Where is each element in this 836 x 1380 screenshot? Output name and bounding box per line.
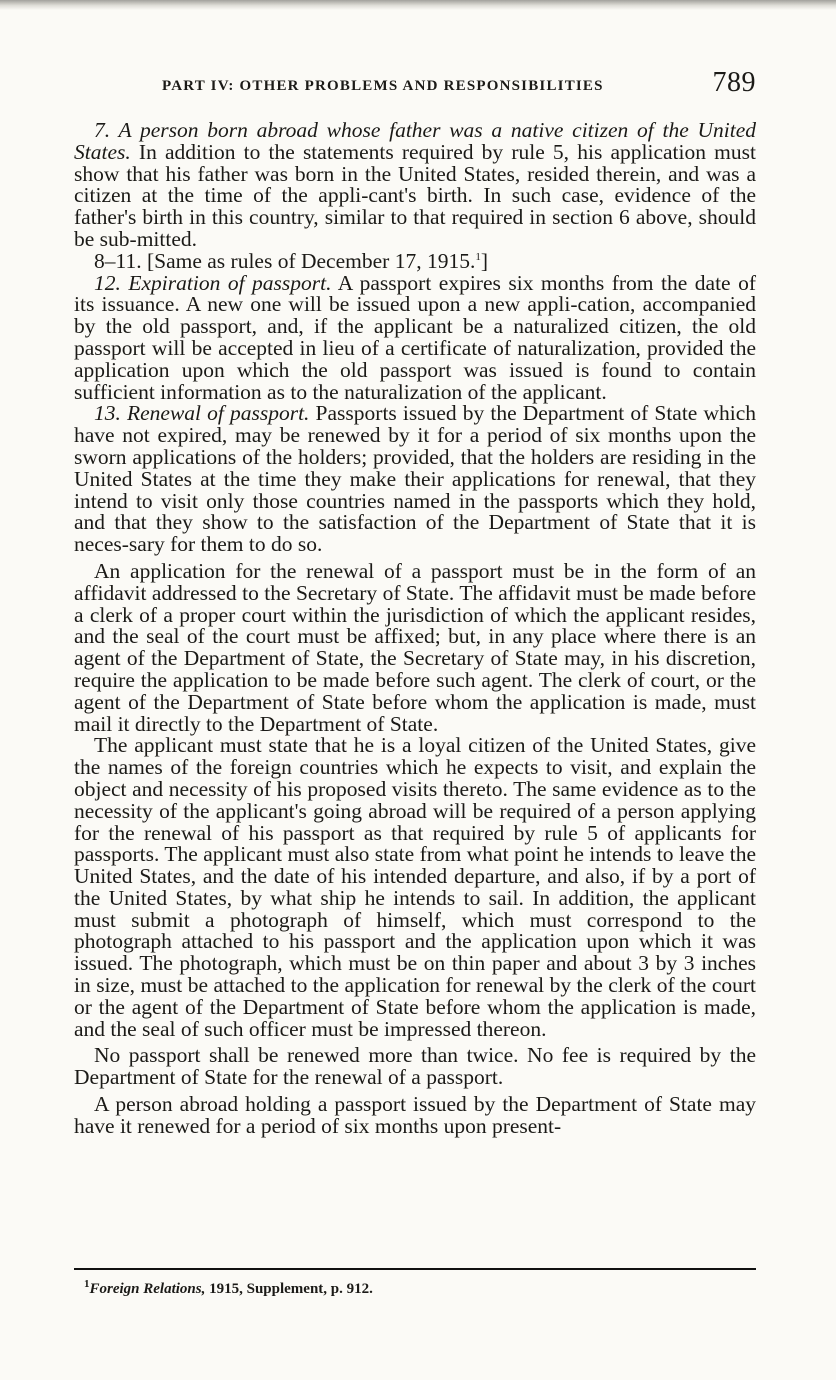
running-head [74,66,756,102]
footnote-detail: 1915, Supplement, p. 912. [205,1281,373,1297]
paragraph-body: A passport expires six months from the date of its issuance. A new one will be issued upon a new appli-cation, accompanied by the old passport, and, if the applicant be a naturalized citizen, the old passport will be accepted in lieu of a certificate of naturalization, provided the application upon which the old passport was issued is found to contain sufficient information as to the naturalization of the applicant. [74,270,756,404]
paragraph-renewal-of-passport [74,403,756,556]
paragraph-renewal-limit [74,1045,756,1089]
paragraph-body: 8–11. [Same as rules of December 17, 1915. [94,248,476,273]
paragraph-body: The applicant must state that he is a loyal citizen of the United States, give the names of the foreign countries which he expects to visit, and explain the object and necessity of his proposed visits thereto. The same evidence as to the necessity of the applicant's going abroad will be required of a person applying for the renewal of his passport as that required by rule 5 of applicants for passports. The applicant must also state from what point he intends to leave the United States, and the date of his intended departure, and also, if by a port of the United States, by what ship he intends to sail. In addition, the applicant must submit a photograph of himself, which must correspond to the photograph attached to his passport and the application upon which it was issued. The photograph, which must be on thin paper and about 3 by 3 inches in size, must be attached to the application for renewal by the clerk of the court or the agent of the Department of State before whom the application is made, and the seal of such officer must be impressed thereon. [74,733,756,1041]
paragraph-body: In addition to the statements required by rule 5, his application must show that his father was born in the United States, resided therein, and was a citizen at the time of the appli-cant's birth. In such case, evidence of the father's birth in this country, similar to that required in section 6 above, should be sub-mitted. [74,139,756,251]
body-text [74,120,756,1138]
footnote-source: Foreign Relations, [89,1281,206,1297]
paragraph-native-citizen-father [74,120,756,251]
paragraph-expiration-of-passport [74,270,756,404]
paragraph-person-abroad [74,1094,756,1138]
paragraph-applicant-statement [74,735,756,1040]
paragraph-body: Passports issued by the Department of State which have not expired, may be renewed by it for a period of six months upon the sworn applications of the holders; provided, that the holders are residing in the United States at the time they make their applications for renewal, that they intend to visit only those countries named in the passports which they hold, and that they show to the satisfaction of the Department of State that it is neces-sary for them to do so. [74,401,756,557]
paragraph-title: 13. Renewal of passport. [94,401,310,426]
footnote-marker: 1 [84,1278,90,1290]
paragraph-renewal-affidavit [74,558,756,736]
paragraph-body: No passport shall be renewed more than twice. No fee is required by the Department of State for the renewal of a passport. [74,1043,756,1090]
paragraph-body: A person abroad holding a passport issued by the Department of State may have it renewed for a period of six months upon present- [74,1092,756,1138]
document-page [74,0,756,1380]
footnote [84,1278,373,1298]
running-title: PART IV: OTHER PROBLEMS AND RESPONSIBILITIES [162,78,604,94]
paragraph-title: 7. A person born abroad whose father was a native citizen of the United States. [74,118,756,164]
paragraph-body: An application for the renewal of a passport must be in the form of an affidavit addressed to the Secretary of State. The affidavit must be made before a clerk of a proper court within the jurisdiction of which the applicant resides, and the seal of the court must be affixed; but, in any place where there is an agent of the Department of State, the Secretary of State may, in his discretion, require the application to be made before such agent. The clerk of court, or the agent of the Department of State before whom the application is made, must mail it directly to the Department of State. [74,558,756,736]
footnote-rule [74,1268,756,1270]
page-number: 789 [712,67,756,98]
paragraph-closing-bracket: ] [480,248,488,273]
footnote-reference: 1 [475,250,481,263]
paragraph-title: 12. Expiration of passport. [94,270,332,295]
paragraph-rules-8-11 [74,248,756,273]
